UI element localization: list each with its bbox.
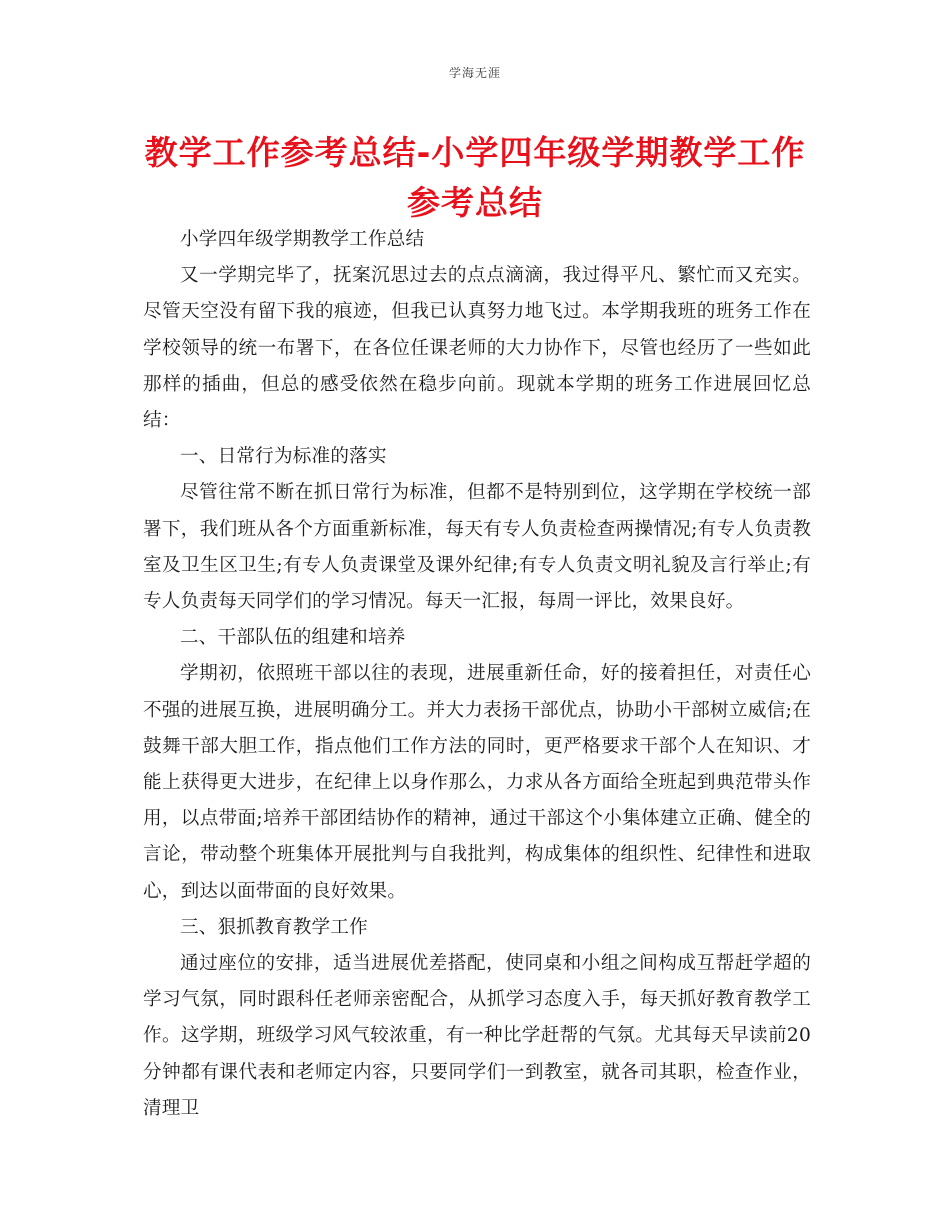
document-body: [143, 222, 811, 1127]
section-3-paragraph: 通过座位的安排，适当进展优差搭配，使同桌和小组之间构成互帮赶学超的学习气氛，同时跟科任老师亲密配合，从抓学习态度入手，每天抓好教育教学工作。这学期，班级学习风气较浓重，有一种比学赶帮的气氛。尤其每天早读前20分钟都有课代表和老师定内容，只要同学们一到教室，就各司其职，检查作业，清理卫: [143, 953, 811, 1119]
section-heading-3: 三、狠抓教育教学工作: [180, 916, 368, 938]
section-2-paragraph: 学期初，依照班干部以往的表现，进展重新任命，好的接着担任，对责任心不强的进展互换，进展明确分工。并大力表扬干部优点，协助小干部树立威信;在鼓舞干部大胆工作，指点他们工作方法的同时，更严格要求干部个人在知识、才能上获得更大进步，在纪律上以身作那么，力求从各方面给全班起到典范带头作用，以点带面;培养干部团结协作的精神，通过干部这个小集体建立正确、健全的言论，带动整个班集体开展批判与自我批判，构成集体的组织性、纪律性和进取心，到达以面带面的良好效果。: [143, 663, 811, 902]
section-1-paragraph: 尽管往常不断在抓日常行为标准，但都不是特别到位，这学期在学校统一部署下，我们班从各个方面重新标准，每天有专人负责检查两操情况;有专人负责教室及卫生区卫生;有专人负责课堂及课外纪律;有专人负责文明礼貌及言行举止;有专人负责每天同学们的学习情况。每天一汇报，每周一评比，效果良好。: [143, 482, 811, 613]
subtitle-paragraph: 小学四年级学期教学工作总结: [180, 229, 425, 250]
intro-paragraph: 又一学期完毕了，抚案沉思过去的点点滴滴，我过得平凡、繁忙而又充实。尽管天空没有留下我的痕迹，但我已认真努力地飞过。本学期我班的班务工作在学校领导的统一布署下，在各位任课老师的大力协作下，尽管也经历了一些如此那样的插曲，但总的感受依然在稳步向前。现就本学期的班务工作进展回忆总结：: [143, 265, 811, 432]
document-title: 教学工作参考总结-小学四年级学期教学工作参考总结: [144, 133, 806, 222]
section-heading-2: 二、干部队伍的组建和培养: [180, 627, 406, 649]
header-note: 学海无涯: [448, 66, 501, 80]
section-heading-1: 一、日常行为标准的落实: [180, 446, 387, 468]
